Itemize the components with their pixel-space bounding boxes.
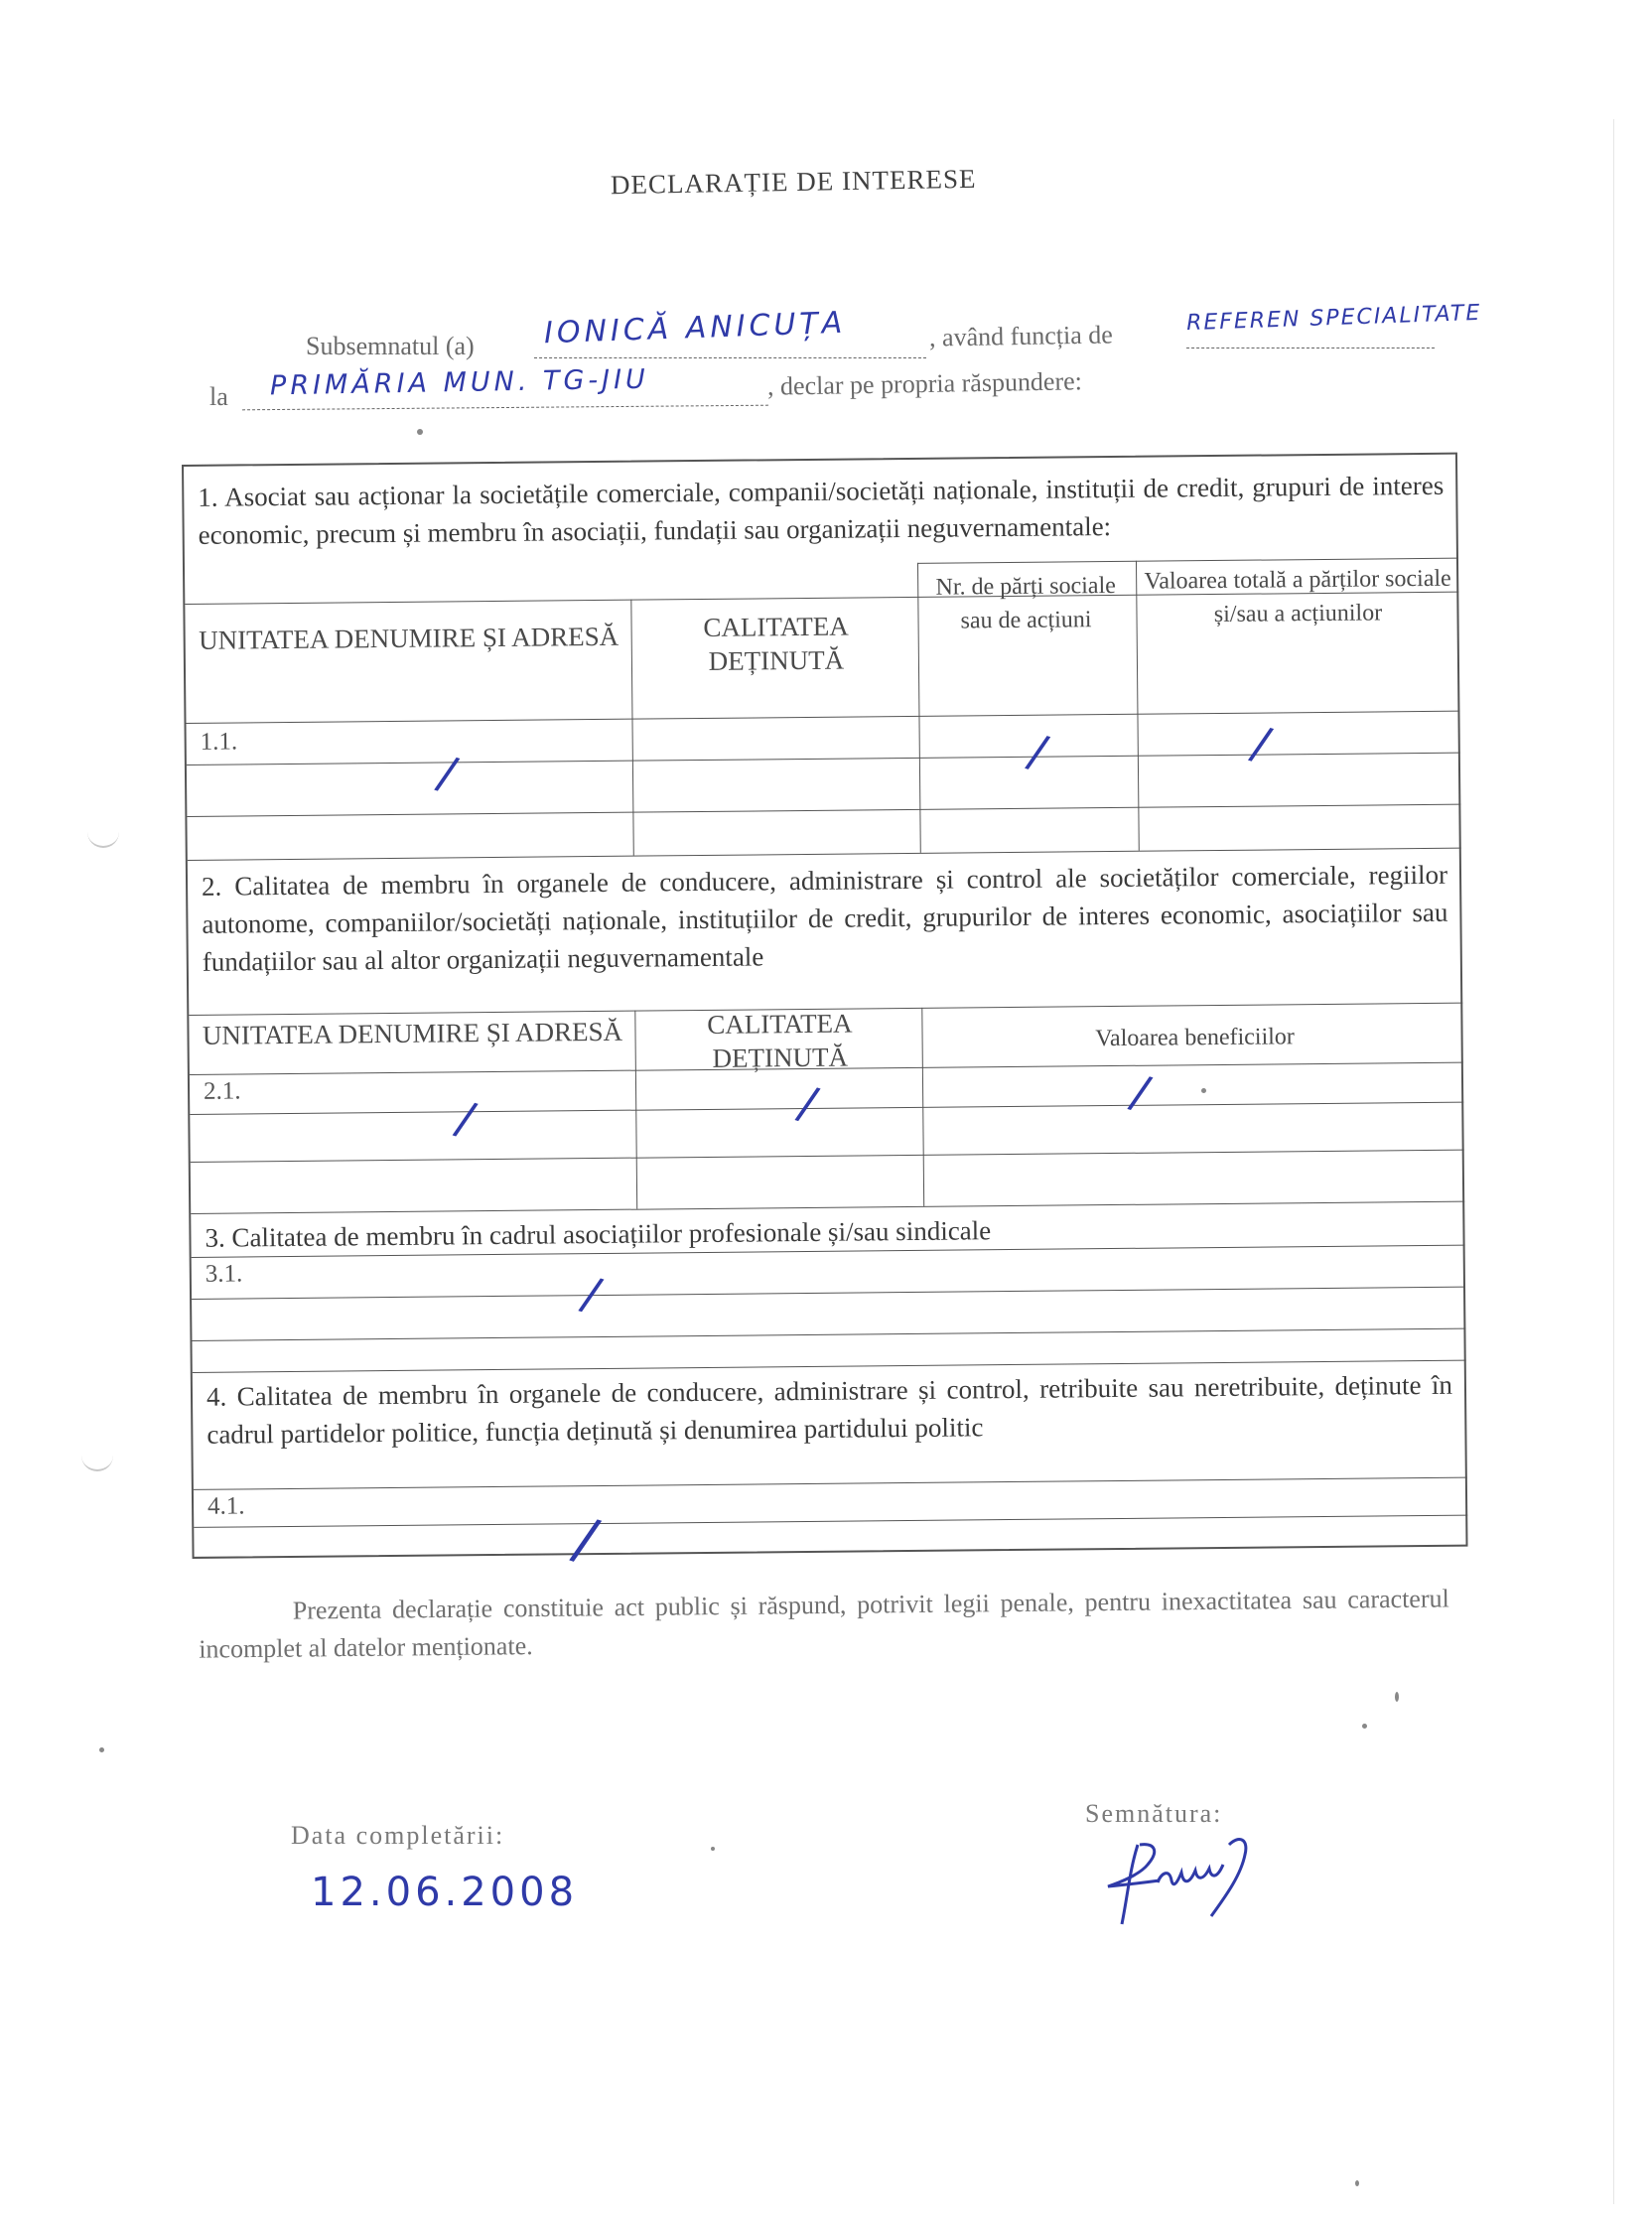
section4-row-line-2: [194, 1515, 1467, 1528]
date-value: 12.06.2008: [311, 1870, 579, 1915]
section1-col-valoare: Valoarea totală a părților sociale și/sau a acțiunilor: [1144, 565, 1451, 628]
section2-col-unitatea: UNITATEA DENUMIRE ȘI ADRESĂ: [202, 1016, 623, 1050]
scan-edge-line: [1613, 119, 1614, 2204]
section2-row-line-2: [190, 1102, 1463, 1115]
institution-fill-line: [242, 405, 768, 411]
section1-mark-1: /: [432, 745, 464, 801]
section3-mark: /: [576, 1265, 608, 1322]
scan-speck: [1355, 2180, 1359, 2186]
section4-row-line-1: [194, 1477, 1467, 1490]
name-value: IONICĂ ANICUȚA: [543, 305, 847, 351]
section2-mark-3: /: [1125, 1063, 1157, 1120]
functia-value: REFEREN SPECIALITATE: [1185, 300, 1482, 337]
section1-mark-2: /: [1023, 723, 1054, 779]
section1-row-label: 1.1.: [200, 728, 238, 756]
date-label: Data completării:: [291, 1821, 505, 1850]
section3-row-label: 3.1.: [205, 1260, 243, 1288]
scan-speck: [417, 429, 423, 435]
scan-speck: [711, 1847, 715, 1851]
section4-row-label: 4.1.: [206, 1492, 245, 1520]
section2-heading: 2. Calitatea de membru în organele de conducere, administrare și control ale societăților comerciale, regiilor autonome, companiilor/societăți naționale, instituțiilor de credit, grupurilor de interes economic, asociațiilor sau fundațiilor sau al altor organizații neguvernamentale: [201, 859, 1448, 977]
punch-hole-mark: [81, 1448, 113, 1471]
interests-form-table: [182, 453, 1468, 1575]
declar-label: , declar pe propria răspundere:: [766, 366, 1083, 401]
scan-speck: [1362, 1724, 1367, 1729]
signature-label: Semnătura:: [1085, 1799, 1223, 1828]
section2-row-line-3: [191, 1150, 1464, 1163]
section2-row-label: 2.1.: [203, 1077, 241, 1105]
section1-col-divider-1: [630, 600, 633, 856]
section1-col-unitatea: UNITATEA DENUMIRE ȘI ADRESĂ: [199, 621, 620, 655]
name-fill-line: [534, 357, 926, 358]
la-label: la: [209, 382, 228, 411]
section1-mark-3: /: [1246, 715, 1277, 771]
scan-speck: [1395, 1692, 1399, 1702]
scan-speck: [1201, 1088, 1206, 1093]
section2-col-calitatea: CALITATEA DEȚINUTĂ: [707, 1008, 853, 1073]
section3-row-line-3: [192, 1328, 1465, 1341]
section2-mark-1: /: [450, 1090, 482, 1147]
punch-hole-mark: [87, 824, 119, 848]
section2-col-valoare: Valoarea beneficiilor: [1095, 1024, 1295, 1052]
section3-heading: 3. Calitatea de membru în cadrul asociațiilor profesionale și/sau sindicale: [205, 1215, 992, 1253]
scan-speck: [99, 1747, 104, 1752]
section1-col-calitatea: CALITATEA DEȚINUTĂ: [703, 611, 849, 676]
section4-mark: /: [566, 1503, 606, 1575]
section4-heading: 4. Calitatea de membru în organele de conducere, administrare și control, retribuite sau neretribuite, deținute în cadrul partidelor politice, funcția deținută și denumirea partidului politic: [206, 1369, 1453, 1450]
section1-row-line-2: [187, 753, 1460, 765]
section1-heading: 1. Asociat sau acționar la societățile comerciale, companii/societăți naționale, instituții de credit, grupuri de interes economic, precum și membru în asociații, fundații sau organizații neguvernamentale:: [198, 470, 1445, 550]
section2-mark-2: /: [792, 1074, 824, 1132]
legal-statement: Prezenta declarație constituie act public și răspund, potrivit legii penale, pentru inexactitatea sau caracterul incomplet al datelor menționate.: [199, 1584, 1449, 1664]
document-title: DECLARAȚIE DE INTERESE: [610, 163, 977, 201]
subsemnatul-label: Subsemnatul (a): [306, 332, 475, 360]
section1-row-line-3: [187, 804, 1460, 817]
handwritten-signature: [1100, 1825, 1279, 1949]
section1-col-nr-parti: Nr. de părți sociale sau de acțiuni: [935, 572, 1116, 634]
section3-row-line-2: [192, 1287, 1465, 1300]
institution-value: PRIMĂRIA MUN. TG-JIU: [269, 363, 650, 402]
functia-label: , având funcția de: [928, 320, 1114, 352]
